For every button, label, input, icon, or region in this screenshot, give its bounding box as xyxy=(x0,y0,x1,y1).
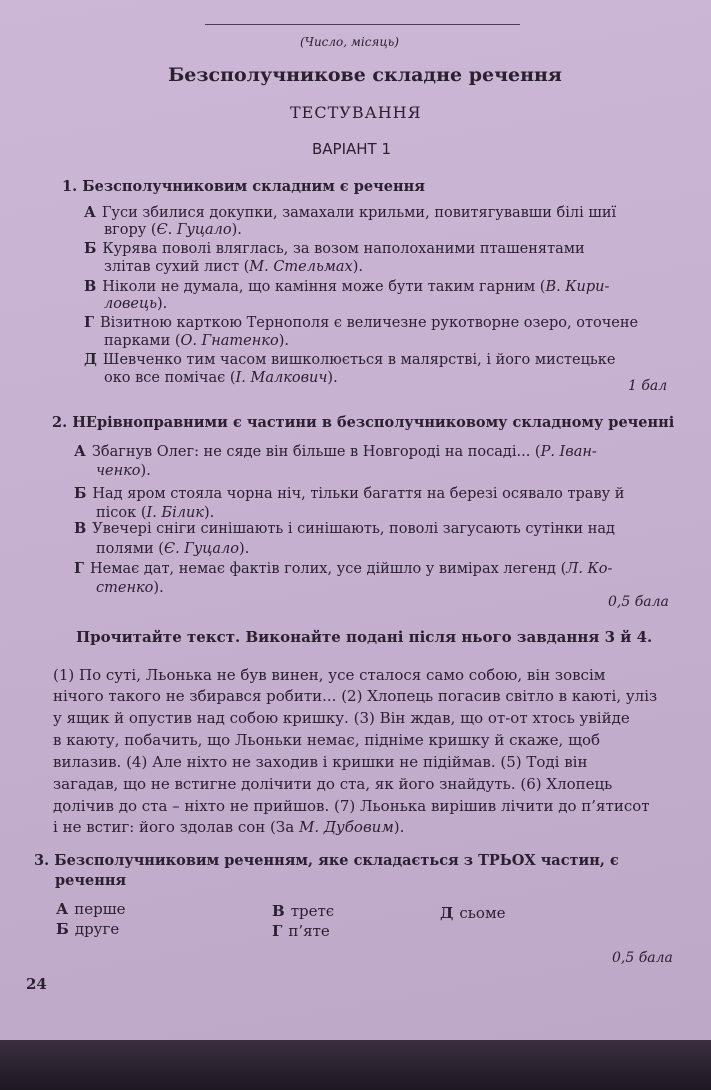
passage-line: загадав, що не встигне долічити до ста, як його знайдуть. (6) Хлопець xyxy=(53,775,613,793)
option-text: ). xyxy=(327,370,338,386)
q2-score: 0,5 бала xyxy=(608,594,669,610)
option-author: І. Білик xyxy=(146,505,204,521)
q3-answer-b xyxy=(56,920,119,938)
option-letter: В xyxy=(74,520,87,537)
question-3 xyxy=(34,852,619,869)
question-text: Безсполучниковим складним є речення xyxy=(82,178,425,195)
option-letter: Б xyxy=(56,920,69,938)
question-1 xyxy=(62,178,425,195)
option-text: око все помічає ( xyxy=(104,370,236,386)
option-text: Збагнув Олег: не сяде він більше в Новгороді на посаді... ( xyxy=(91,444,541,460)
option-text: перше xyxy=(74,900,126,918)
page-number: 24 xyxy=(26,975,47,993)
option-letter: Б xyxy=(74,485,87,502)
option-text: ). xyxy=(203,505,215,521)
question-3-cont: речення xyxy=(55,872,127,889)
option-text: Шевченко тим часом вишколюється в малярстві, і його мистецьке xyxy=(102,352,616,368)
option-letter: Д xyxy=(440,904,454,922)
q1-option-g xyxy=(84,314,638,331)
option-author: стенко xyxy=(96,580,154,596)
option-author: Є. Гуцало xyxy=(156,222,232,238)
q2-option-b xyxy=(74,485,624,502)
passage-text: і не встиг: його здолав сон (За xyxy=(53,818,299,836)
variant-label: ВАРІАНТ 1 xyxy=(312,140,392,158)
option-letter: Г xyxy=(74,560,85,577)
passage-line: нічого такого не збирався робити... (2) Хлопець погасив світло в каюті, уліз xyxy=(53,687,658,705)
passage-line: долічив до ста – ніхто не прийшов. (7) Льонька вирішив лічити до п’ятисот xyxy=(53,797,650,815)
option-text: полями ( xyxy=(96,541,164,557)
q2-option-b-cont xyxy=(96,505,214,521)
option-text: Ніколи не думала, що каміння може бути таким гарним ( xyxy=(102,279,546,295)
option-text: друге xyxy=(74,920,120,938)
q1-option-g-cont xyxy=(104,333,289,349)
option-author: ченко xyxy=(96,463,141,479)
option-letter: А xyxy=(84,204,96,221)
option-text: ). xyxy=(140,463,151,479)
q2-option-v-cont xyxy=(96,541,249,557)
option-text: п’яте xyxy=(288,922,330,940)
q3-answer-a xyxy=(56,900,126,918)
option-text: Гуси збилися докупки, замахали крильми, повитягувавши білі шиї xyxy=(101,205,617,221)
date-line xyxy=(205,24,520,25)
option-letter: Г xyxy=(84,314,95,331)
option-text: ). xyxy=(231,222,242,238)
q3-answer-g xyxy=(272,922,330,940)
option-text: сьоме xyxy=(459,904,506,922)
option-text: ). xyxy=(239,541,250,557)
option-text: ). xyxy=(278,333,289,349)
option-text: ). xyxy=(157,296,168,312)
option-text: Над яром стояла чорна ніч, тільки багаття на березі осявало траву й xyxy=(92,486,625,502)
option-text: злітав сухий лист ( xyxy=(104,259,250,275)
option-author: М. Стельмах xyxy=(249,259,353,275)
question-2 xyxy=(52,414,674,431)
q2-option-v xyxy=(74,520,615,537)
option-author: І. Малкович xyxy=(235,370,328,386)
reading-instruction: Прочитайте текст. Виконайте подані після нього завдання 3 й 4. xyxy=(76,628,653,646)
option-text: вгору ( xyxy=(104,222,157,238)
question-text: НЕрівноправними є частини в безсполучниковому складному реченні xyxy=(72,414,675,431)
q1-option-v-cont xyxy=(104,296,167,312)
q1-score: 1 бал xyxy=(628,378,668,394)
option-text: третє xyxy=(290,902,335,920)
question-text: Безсполучниковим реченням, яке складається з ТРЬОХ частин, є xyxy=(54,852,619,869)
q1-option-d xyxy=(84,351,615,368)
q1-option-a xyxy=(84,204,616,221)
q1-option-d-cont xyxy=(104,370,338,386)
question-number: 3. xyxy=(34,852,50,869)
option-letter: Б xyxy=(84,240,97,257)
option-author: Л. Ко- xyxy=(566,561,613,577)
q1-option-a-cont xyxy=(104,222,242,238)
option-author: В. Кири- xyxy=(545,279,610,295)
question-number: 2. xyxy=(52,414,68,431)
option-letter: Г xyxy=(272,922,283,940)
passage-line: (1) По суті, Льонька не був винен, усе сталося само собою, він зовсім xyxy=(53,666,606,684)
q3-answer-v xyxy=(272,902,334,920)
section-subtitle: ТЕСТУВАННЯ xyxy=(290,103,422,122)
option-author: Р. Іван- xyxy=(540,444,597,460)
date-caption: (Число, місяць) xyxy=(300,35,399,49)
option-author: ловець xyxy=(104,296,157,312)
passage-line: вилазив. (4) Але ніхто не заходив і кришки не підіймав. (5) Тоді він xyxy=(53,753,588,771)
option-text: Увечері сніги синішають і синішають, поволі загусають сутінки над xyxy=(92,521,615,537)
option-text: Візитною карткою Тернополя є величезне рукотворне озеро, оточене xyxy=(100,315,639,331)
option-letter: Д xyxy=(84,351,97,368)
q3-score: 0,5 бала xyxy=(612,950,673,966)
q2-option-a xyxy=(74,443,597,460)
option-letter: А xyxy=(56,900,69,918)
table-surface xyxy=(0,1040,711,1090)
q1-option-b-cont xyxy=(104,259,363,275)
option-letter: А xyxy=(74,443,86,460)
option-text: Немає дат, немає фактів голих, усе дійшло у вимірах легенд ( xyxy=(90,561,567,577)
page-title: Безсполучникове складне речення xyxy=(168,64,562,86)
option-text: ). xyxy=(153,580,164,596)
passage-text: ). xyxy=(393,818,405,836)
passage-author: М. Дубовим xyxy=(298,818,394,836)
q1-option-b xyxy=(84,240,585,257)
q2-option-a-cont xyxy=(96,463,151,479)
q2-option-g xyxy=(74,560,612,577)
option-letter: В xyxy=(84,278,97,295)
q3-answer-d xyxy=(440,904,506,922)
option-letter: В xyxy=(272,902,285,920)
option-text: парками ( xyxy=(104,333,181,349)
q1-option-v xyxy=(84,278,609,295)
option-text: пісок ( xyxy=(96,505,147,521)
option-text: ). xyxy=(352,259,363,275)
q2-option-g-cont xyxy=(96,580,164,596)
passage-last-line xyxy=(53,818,685,836)
option-author: Є. Гуцало xyxy=(163,541,240,557)
passage-line: у ящик й опустив над собою кришку. (3) Він ждав, що от-от хтось увійде xyxy=(53,709,630,727)
option-text: Курява поволі вляглась, за возом наполоханими пташенятами xyxy=(102,241,585,257)
option-author: О. Гнатенко xyxy=(180,333,279,349)
passage-line: в каюту, побачить, що Льоньки немає, підніме кришку й скаже, щоб xyxy=(53,731,601,749)
question-number: 1. xyxy=(62,178,78,195)
